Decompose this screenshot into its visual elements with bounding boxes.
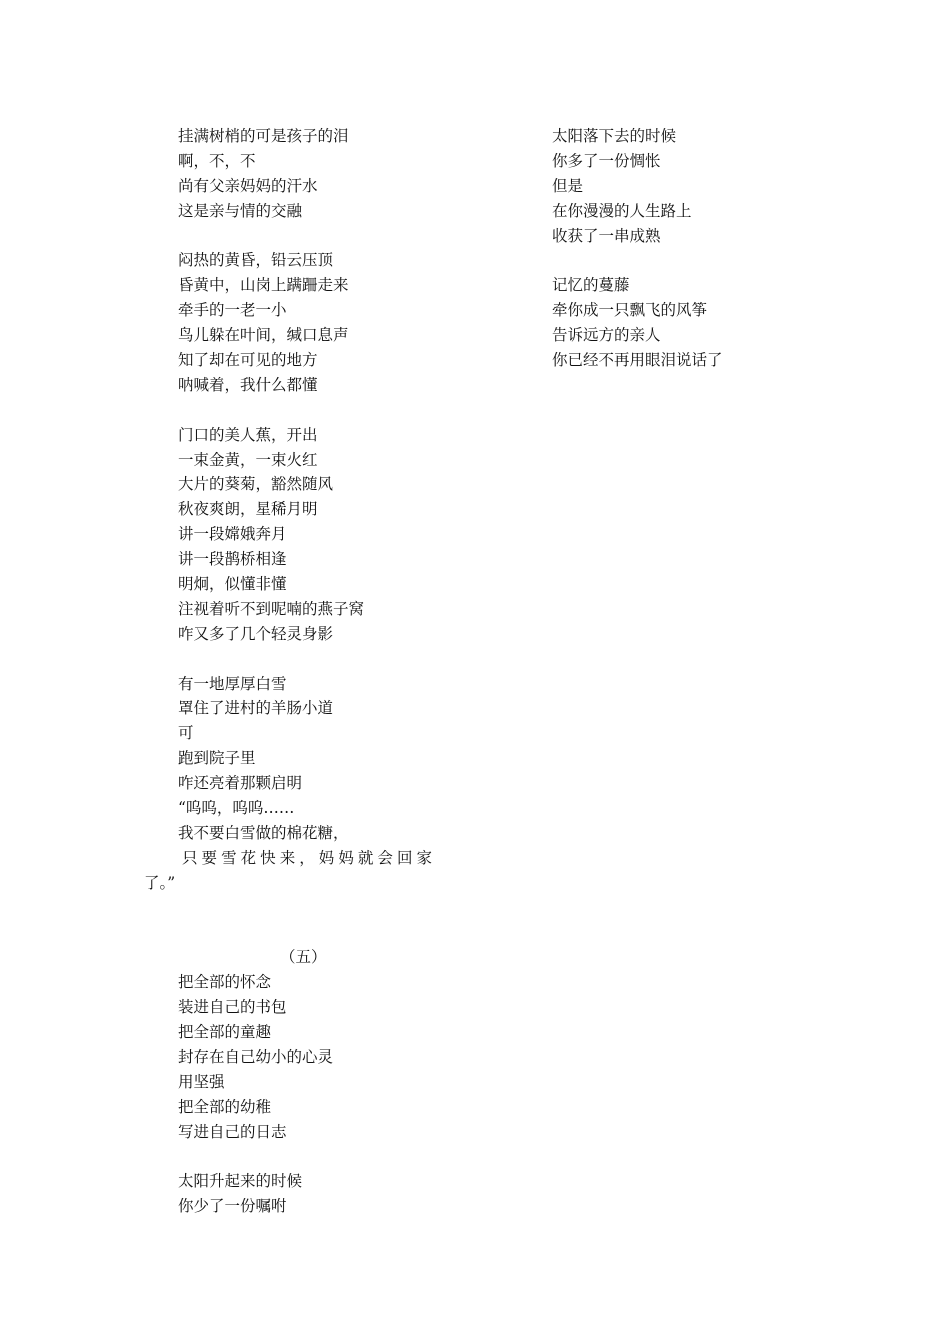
poem-line: 封存在自己幼小的心灵 [178, 1047, 334, 1066]
right-column [552, 124, 852, 373]
poem-line-continuation: 了。” [144, 873, 176, 892]
poem-line: 一束金黄，一束火红 [178, 450, 318, 469]
poem-line: 闷热的黄昏，铅云压顶 [178, 251, 334, 270]
poem-line: 注视着听不到呢喃的燕子窝 [178, 599, 365, 618]
poem-line: 大片的葵菊，豁然随风 [178, 475, 334, 494]
poem-line: 牵手的一老一小 [178, 301, 287, 320]
stanza [552, 273, 852, 373]
poem-line: 啊，不，不 [178, 151, 256, 170]
poem-line: 把全部的怀念 [178, 973, 272, 992]
poem-line: 门口的美人蕉，开出 [178, 425, 318, 444]
poem-line: 讲一段嫦娥奔月 [178, 525, 287, 544]
poem-line: 咋又多了几个轻灵身影 [178, 624, 334, 643]
poem-line: 写进自己的日志 [178, 1122, 287, 1141]
left-column [144, 124, 468, 1219]
stanza [178, 423, 468, 647]
stanza [178, 970, 468, 1144]
stanza [552, 124, 852, 248]
stanza [178, 1169, 468, 1219]
poem-line: 记忆的蔓藤 [552, 276, 630, 295]
poem-line: 挂满树梢的可是孩子的泪 [178, 127, 349, 145]
poem-line: 把全部的童趣 [178, 1023, 272, 1042]
stanza [178, 124, 468, 224]
poem-line: 昏黄中，山岗上蹒跚走来 [178, 276, 349, 295]
poem-line: 但是 [552, 176, 584, 195]
poem-line: 太阳升起来的时候 [178, 1172, 303, 1191]
stanza [178, 248, 468, 397]
stanza-break [178, 1145, 468, 1170]
stanza-break [178, 647, 468, 672]
poem-line: 你多了一份惆怅 [552, 151, 661, 170]
stanza-break [178, 224, 468, 249]
poem-line: 鸟儿躲在叶间，缄口息声 [178, 326, 349, 345]
poem-line-wrapped: 只要雪花快来，妈妈就会回家 [182, 848, 434, 867]
poem-line: 有一地厚厚白雪 [178, 674, 287, 693]
poem-line: 用坚强 [178, 1072, 225, 1091]
poem-line: 跑到院子里 [178, 749, 256, 768]
poem-line: 这是亲与情的交融 [178, 201, 303, 220]
poem-line: 尚有父亲妈妈的汗水 [178, 176, 318, 195]
stanza-break [178, 398, 468, 423]
section-title: （五） [280, 948, 327, 967]
poem-line: “呜呜，呜呜…… [178, 799, 295, 818]
poem-line: 知了却在可见的地方 [178, 351, 318, 370]
poem-line: 讲一段鹊桥相逢 [178, 550, 287, 569]
poem-line: 我不要白雪做的棉花糖， [178, 823, 349, 842]
poem-line: 装进自己的书包 [178, 998, 287, 1017]
poem-line: 牵你成一只飘飞的风筝 [552, 301, 708, 320]
stanza [144, 672, 468, 896]
poem-line: 告诉远方的亲人 [552, 326, 661, 345]
stanza-break [178, 921, 468, 946]
poem-line: 可 [178, 724, 194, 743]
poem-line: 明炯，似懂非懂 [178, 575, 287, 594]
poem-line: 把全部的幼稚 [178, 1097, 272, 1116]
poem-line: 太阳落下去的时候 [552, 127, 677, 145]
stanza-break [178, 896, 468, 921]
poem-line: 你已经不再用眼泪说话了 [552, 351, 723, 370]
poem-line: 呐喊着，我什么都懂 [178, 375, 318, 394]
poem-line: 罩住了进村的羊肠小道 [178, 699, 334, 718]
poem-line: 你少了一份嘱咐 [178, 1197, 287, 1216]
poem-line: 收获了一串成熟 [552, 226, 661, 245]
stanza-break [552, 248, 852, 273]
poem-line: 咋还亮着那颗启明 [178, 774, 303, 793]
poem-line: 秋夜爽朗，星稀月明 [178, 500, 318, 519]
poem-line: 在你漫漫的人生路上 [552, 201, 692, 220]
